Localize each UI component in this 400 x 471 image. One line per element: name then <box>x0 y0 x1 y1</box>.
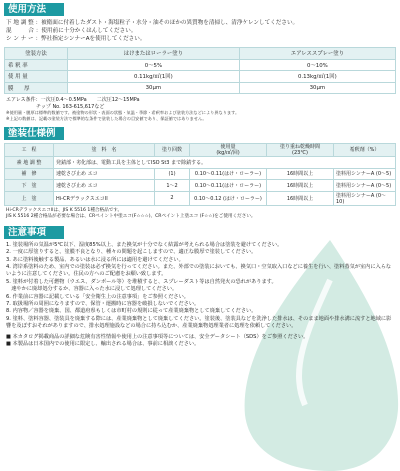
table-row <box>5 59 396 71</box>
usage-line: 下 地 調 整 ：被衛面に付着したダスト・海塩粒子・水分・油そのほかの異質物を清掃し、清浄ケレンしてください。 <box>6 20 299 26</box>
list-item: 5. 塗料が付着した可燃物（ウエス、ダンボール等）を堆積すると、スプレーダスト等は自然発火の恐れがあります。 <box>6 278 277 285</box>
usage-header-spray: エアレススプレー塗り <box>239 48 395 60</box>
spec-header-name: 塗 料 名 <box>54 144 155 157</box>
cell: 30μm <box>68 82 240 94</box>
spec-step: 上 塗 <box>5 191 54 205</box>
list-item: 1. 塗装場所の気温が5℃以下、湿度85%以上、また換気が十分でなく結露が考えられる場合は塗装を避けてください。 <box>6 241 283 248</box>
spec-times: (1) <box>155 168 190 180</box>
row-label: 膜 厚 <box>5 82 68 94</box>
cell: 0〜5% <box>68 59 240 71</box>
table-row <box>5 180 396 192</box>
table-row <box>5 191 396 205</box>
usage-section-title: 使用方法 <box>4 3 64 16</box>
spec-header-thinner: 希釈剤（%） <box>334 144 396 157</box>
cell: 0〜10% <box>239 59 395 71</box>
footer-line: ■ 本カタログ掲載商品の詳細な危険有害性情報や使用上の注意事項等については、安全データシート（SDS）をご参照ください。 <box>6 333 309 340</box>
usage-table <box>4 47 396 94</box>
list-item: 8. 内容物／容器を廃棄、国、都道府県もしくは市町村の規則に従って産業廃棄物として廃棄してください。 <box>6 308 257 315</box>
row-label: 使 用 量 <box>5 71 68 83</box>
spec-header-times: 塗り回数 <box>155 144 190 157</box>
list-item: 4. 湾岸系塗料のため、室内での塗装は必ず換気を行ってください。また、外部での塗装においても、換気口・空気取入口などに養生を行い、塗料蒸気が室内に入らないように注意してください。住民の方へのご配慮をお願い致します。 <box>6 263 392 278</box>
usage-header-brush: はけまたはローラー塗り <box>68 48 240 60</box>
list-item: 9. 塗料、塗料容器、塗装具を廃棄する際には、産業廃棄物として廃棄してください。塗装後、塗装具などを洗浄した排水は、そのまま地面や排水溝に流すと地域に影響を及ぼすおそれがありますので、排水処理施設などの場合に持ち込むか、産業廃棄物処理業者に処理を依頼してください。 <box>6 315 392 330</box>
table-row <box>5 71 396 83</box>
usage-table-header <box>5 48 396 60</box>
spec-thinner: 塗料用シンナーA (0〜10) <box>334 191 396 205</box>
list-item: 6. 作業前に容器に記載している「安全衛生上の注意事項」をご参照ください。 <box>6 293 189 300</box>
spec-amount: 0.10〜0.11(はけ・ローラー) <box>190 180 267 192</box>
spec-thinner: 塗料用シンナーA (0〜5) <box>334 180 396 192</box>
row-label: 希 釈 率 <box>5 59 68 71</box>
usage-notes <box>4 97 396 121</box>
spec-times: 1〜2 <box>155 180 190 192</box>
spec-interval: 16時間以上 <box>267 191 334 205</box>
cell: 0.13kg/㎡(1回) <box>239 71 395 83</box>
table-row <box>5 157 396 169</box>
table-row <box>5 82 396 94</box>
spec-name: 速乾さび止め エコ <box>54 180 155 192</box>
caution-section-title: 注意事項 <box>4 226 64 239</box>
cell: 0.11kg/㎡(1回) <box>68 71 240 83</box>
small-note: ※上記の数値は、記載の塗装方法で標準的な条件で塗装した場合の目安値であり、保証値ではありません。 <box>6 115 207 121</box>
spec-step: 下 塗 <box>5 180 54 192</box>
list-item: 速やかに廃却処分するか、容器に入った水に浸して処理してください。 <box>6 286 178 293</box>
spec-step: 補 修 <box>5 168 54 180</box>
list-item: 3. あに塗料後触する製品、あるいは水に浸る所には適用を避けてください。 <box>6 256 184 263</box>
spec-header-amount: 使用量 (kg/㎡/回) <box>190 144 267 157</box>
usage-line: 混 合 ：使用前に十分かくはんしてください。 <box>6 28 137 34</box>
footer-line: ■ 本製品は日本国内での使用に限定し、輸出される場合は、事前に相談ください。 <box>6 340 200 347</box>
spec-amount: 0.10〜0.11(はけ・ローラー) <box>190 168 267 180</box>
spec-name: 速乾さび止め エコ <box>54 168 155 180</box>
cell: 30μm <box>239 82 395 94</box>
spec-name: Hi-CRデラックスエコII <box>54 191 155 205</box>
footer-notes <box>4 334 396 349</box>
usage-instructions <box>4 19 396 43</box>
airless-tip: チップ No. 163-615,617など <box>6 103 105 110</box>
spec-interval: 16時間以上 <box>267 168 334 180</box>
caution-list <box>4 242 394 331</box>
usage-header-method: 塗装方法 <box>5 48 68 60</box>
spec-step: 素 地 調 整 <box>5 157 54 169</box>
spec-amount: 0.10〜0.12 (はけ・ローラー) <box>190 191 267 205</box>
spec-interval: 16時間以上 <box>267 180 334 192</box>
spec-table-header <box>5 144 396 157</box>
list-item: 2. 一度に厚塗りすると、塗膜不良となり、種々の問題を起こしますので、適正な膜厚で塗装してください。 <box>6 249 257 256</box>
spec-description: 発錆部・劣化部は、電動工具を主体としてISO St3 まで除錆する。 <box>54 157 396 169</box>
spec-section-title: 塗装仕様例 <box>4 127 64 140</box>
usage-line: シ ン ナ ー ：弊社指定シンナーAを使用してください。 <box>6 36 146 42</box>
spec-header-interval: 塗り重ね乾燥時間 (23℃) <box>267 144 334 157</box>
spec-table <box>4 143 396 206</box>
list-item: 7. 取扱場所の周囲になりますので、保管・運搬時に容器を破損しないでください。 <box>6 300 200 307</box>
spec-times: 2 <box>155 191 190 205</box>
spec-note: Hi-CRデラックスエコIIは、JIS K 5516 1種合格品です。 <box>6 207 123 213</box>
spec-notes <box>4 208 396 220</box>
spec-note: JIS K 5516 2種合格品が必要な場合は、CRペイント中塗エコ(F☆☆☆)、CRペイント上塗エコ (F☆☆)をご使用ください。 <box>6 213 256 219</box>
table-row <box>5 168 396 180</box>
airless-conditions: エアレス条件：一次圧0.4〜0.5MPa 二次圧12〜15MPa <box>6 97 140 103</box>
spec-thinner: 塗料用シンナーA (0〜5) <box>334 168 396 180</box>
spec-header-step: 工 程 <box>5 144 54 157</box>
small-note: ※使用量・膜厚は標準的数値です。被塗物の形状・表面の状態・気温・季節・希釈率および塗装方法などにより異なります。 <box>6 110 240 115</box>
